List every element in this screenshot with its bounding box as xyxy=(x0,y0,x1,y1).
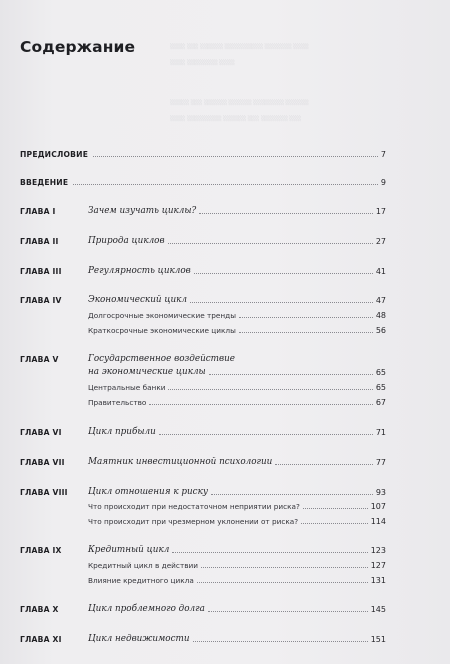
chapter-title: Цикл прибыли xyxy=(88,427,156,437)
chapter-label: ГЛАВА III xyxy=(20,267,62,276)
chapter-label: ГЛАВА VI xyxy=(20,428,62,437)
page-number: 65 xyxy=(375,368,386,377)
subsection-title: Долгосрочные экономические тренды xyxy=(88,311,236,320)
leader-dots xyxy=(159,434,373,435)
subsection-title: Что происходит при недостаточном неприятии риска? xyxy=(88,502,300,511)
leader-dots xyxy=(194,273,373,274)
chapter-title: Цикл проблемного долга xyxy=(88,604,205,614)
page-number: 107 xyxy=(370,502,386,511)
page-number: 123 xyxy=(370,546,386,555)
toc-subsection[interactable] xyxy=(88,497,386,511)
toc-chapter-6[interactable] xyxy=(20,423,386,437)
page-number: 56 xyxy=(375,326,386,335)
leader-dots xyxy=(303,508,368,509)
bleed-through-text: ░░░░ ░░░░░░░░░ ░░░░░░ ░░░ ░░░░░░░ ░░░ xyxy=(170,116,301,122)
chapter-title-continued: на экономические циклы xyxy=(88,367,206,377)
chapter-label: ГЛАВА II xyxy=(20,237,59,246)
toc-chapter-7[interactable] xyxy=(20,453,386,467)
toc-chapter-3[interactable] xyxy=(20,262,386,276)
leader-dots xyxy=(93,156,378,157)
leader-dots xyxy=(208,611,368,612)
page-number: 41 xyxy=(375,267,386,276)
page-number: 9 xyxy=(380,178,386,187)
bleed-through-text: ░░░░ ░░░ ░░░░░░ ░░░░░░░░░░ ░░░░░░░ ░░░░ xyxy=(170,44,309,50)
chapter-title: Цикл отношения к риску xyxy=(88,487,208,497)
chapter-title: Кредитный цикл xyxy=(88,545,170,555)
toc-chapter-9[interactable] xyxy=(20,541,386,555)
chapter-title: Цикл недвижимости xyxy=(88,634,190,644)
leader-dots xyxy=(199,213,373,214)
leader-dots xyxy=(275,464,373,465)
page-number: 7 xyxy=(380,150,386,159)
toc-entry-introduction[interactable] xyxy=(20,173,386,187)
toc-subsection[interactable] xyxy=(88,393,386,407)
toc-chapter-5[interactable] xyxy=(20,350,386,364)
page-number: 71 xyxy=(375,428,386,437)
page-number: 27 xyxy=(375,237,386,246)
page-number: 67 xyxy=(375,398,386,407)
leader-dots xyxy=(172,552,367,553)
page-number: 114 xyxy=(370,517,386,526)
toc-subsection[interactable] xyxy=(88,378,386,392)
toc-chapter-4[interactable] xyxy=(20,291,386,305)
leader-dots xyxy=(209,374,373,375)
bleed-through-text: ░░░░░ ░░░ ░░░░░░ ░░░░░░ ░░░░░░░░ ░░░░░░ xyxy=(170,100,309,106)
page-title: Содержание xyxy=(20,38,136,56)
page-number: 65 xyxy=(375,383,386,392)
toc-chapter-1[interactable] xyxy=(20,202,386,216)
chapter-label: ГЛАВА XI xyxy=(20,635,62,644)
page-number: 77 xyxy=(375,458,386,467)
toc-subsection[interactable] xyxy=(88,556,386,570)
leader-dots xyxy=(301,523,368,524)
page-number: 131 xyxy=(370,576,386,585)
toc-entry-preface[interactable] xyxy=(20,145,386,159)
leader-dots xyxy=(201,567,368,568)
entry-label: ВВЕДЕНИЕ xyxy=(20,178,69,187)
chapter-label: ГЛАВА I xyxy=(20,207,56,216)
chapter-title: Маятник инвестиционной психологии xyxy=(88,457,273,467)
chapter-label: ГЛАВА IV xyxy=(20,296,62,305)
subsection-title: Центральные банки xyxy=(88,383,166,392)
chapter-title: Зачем изучать циклы? xyxy=(88,206,197,216)
leader-dots xyxy=(239,317,373,318)
page-number: 48 xyxy=(375,311,386,320)
chapter-label: ГЛАВА X xyxy=(20,605,59,614)
entry-label: ПРЕДИСЛОВИЕ xyxy=(20,150,89,159)
toc-subsection[interactable] xyxy=(88,512,386,526)
toc-subsection[interactable] xyxy=(88,306,386,320)
page-number: 127 xyxy=(370,561,386,570)
chapter-label: ГЛАВА VIII xyxy=(20,488,68,497)
subsection-title: Краткосрочные экономические циклы xyxy=(88,326,236,335)
bleed-through-text: ░░░░ ░░░░░░░░ ░░░░ xyxy=(170,60,235,66)
chapter-title: Государственное воздействие xyxy=(88,354,236,364)
page-number: 17 xyxy=(375,207,386,216)
leader-dots xyxy=(211,494,373,495)
leader-dots xyxy=(149,404,372,405)
page-number: 151 xyxy=(370,635,386,644)
toc-chapter-8[interactable] xyxy=(20,483,386,497)
leader-dots xyxy=(239,332,373,333)
toc-chapter-5-title-cont[interactable] xyxy=(88,363,386,377)
toc-chapter-2[interactable] xyxy=(20,232,386,246)
leader-dots xyxy=(197,582,368,583)
chapter-title: Регулярность циклов xyxy=(88,266,191,276)
chapter-label: ГЛАВА IX xyxy=(20,546,62,555)
toc-chapter-10[interactable] xyxy=(20,600,386,614)
subsection-title: Кредитный цикл в действии xyxy=(88,561,198,570)
subsection-title: Влияние кредитного цикла xyxy=(88,576,194,585)
chapter-title: Природа циклов xyxy=(88,236,165,246)
page-number: 145 xyxy=(370,605,386,614)
leader-dots xyxy=(73,184,378,185)
subsection-title: Что происходит при чрезмерном уклонении от риска? xyxy=(88,517,299,526)
leader-dots xyxy=(190,302,373,303)
chapter-title: Экономический цикл xyxy=(88,295,187,305)
toc-chapter-11[interactable] xyxy=(20,630,386,644)
toc-subsection[interactable] xyxy=(88,571,386,585)
toc-subsection[interactable] xyxy=(88,321,386,335)
chapter-label: ГЛАВА VII xyxy=(20,458,65,467)
leader-dots xyxy=(168,389,372,390)
page-number: 47 xyxy=(375,296,386,305)
leader-dots xyxy=(193,641,368,642)
page-number: 93 xyxy=(375,488,386,497)
subsection-title: Правительство xyxy=(88,398,147,407)
chapter-label: ГЛАВА V xyxy=(20,355,59,364)
leader-dots xyxy=(168,243,373,244)
